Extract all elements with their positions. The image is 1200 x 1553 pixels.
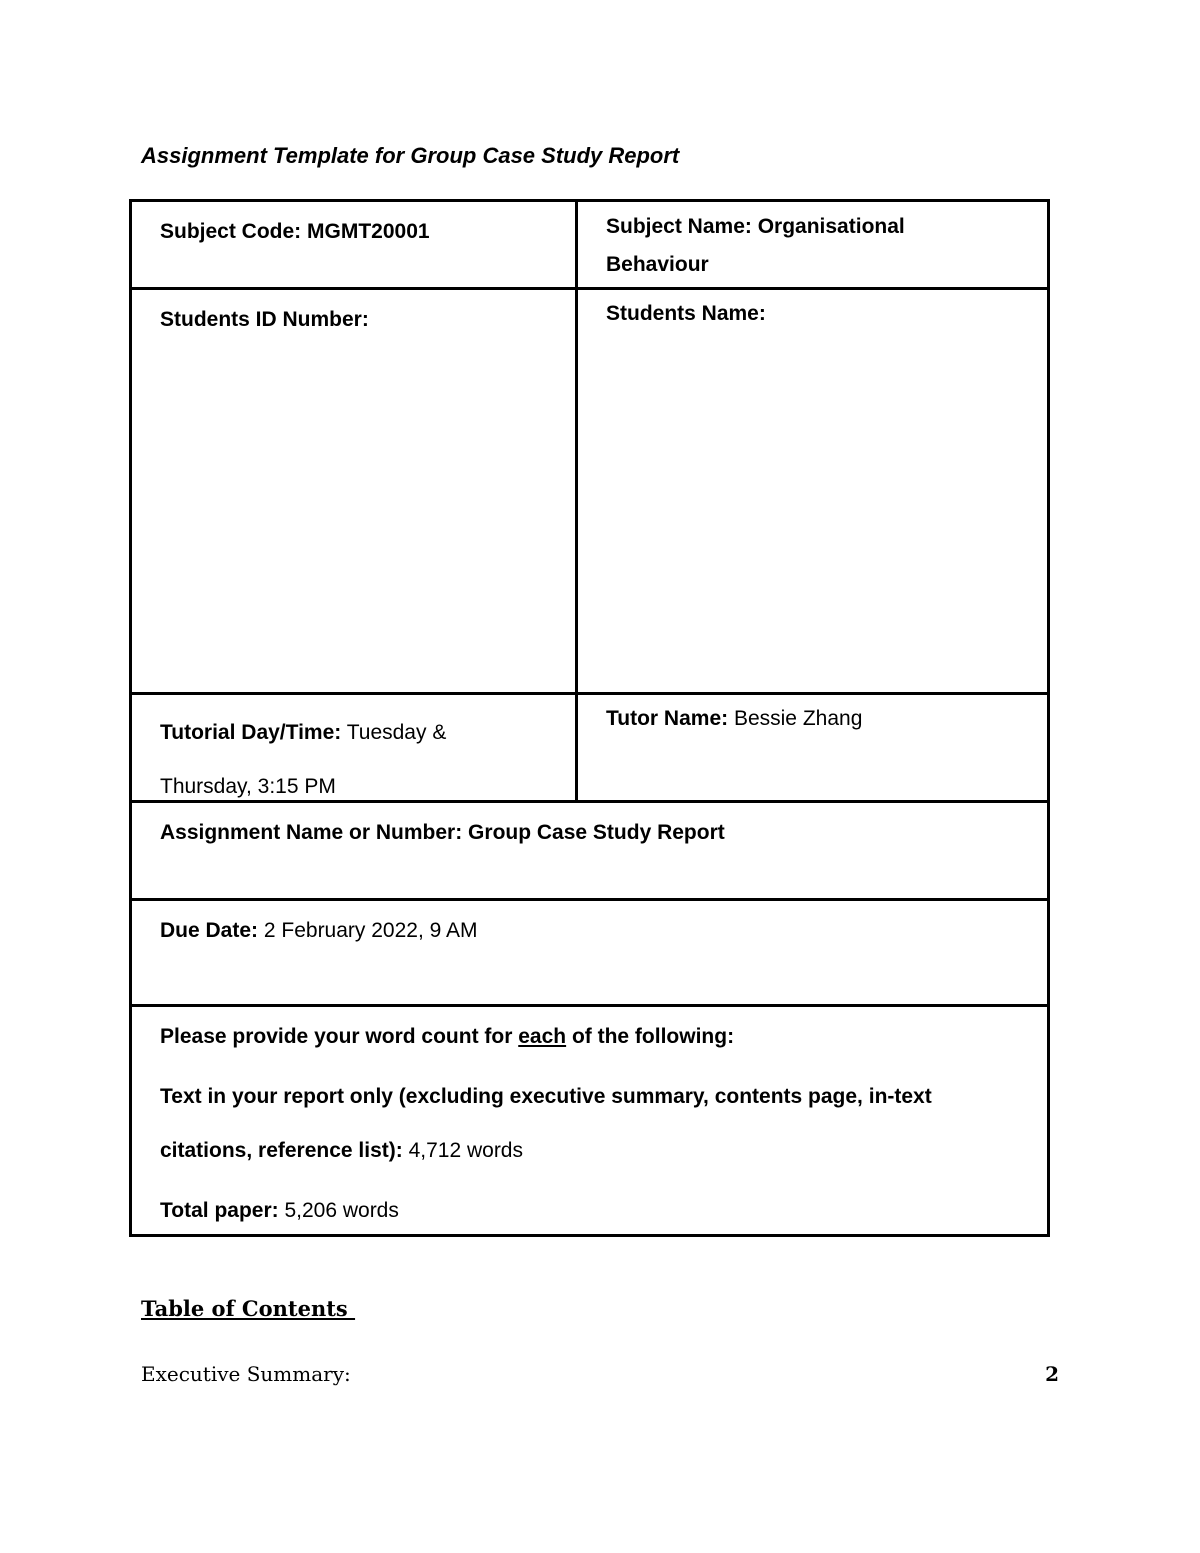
assignment-label: Assignment Name or Number: Group Case Study Report	[160, 821, 725, 844]
tutor-value: Bessie Zhang	[728, 707, 863, 730]
word-count-prompt: Please provide your word count for each of the following:	[160, 1025, 735, 1048]
subject-name-cell	[606, 208, 905, 284]
column-divider	[575, 199, 578, 290]
text-count-label: Text in your report only (excluding executive summary, contents page, in-text	[160, 1085, 932, 1108]
subject-name-label-cont: Behaviour	[606, 253, 709, 276]
column-divider	[575, 287, 578, 695]
due-date-value: 2 February 2022, 9 AM	[258, 919, 478, 942]
toc-heading: Table of Contents	[141, 1296, 356, 1321]
text-count-label-cont: citations, reference list):	[160, 1139, 403, 1162]
total-count-label: Total paper:	[160, 1199, 279, 1222]
row-divider	[129, 898, 1050, 901]
student-id-cell	[160, 301, 369, 339]
tutorial-colon: :	[334, 721, 342, 744]
tutorial-value: Tuesday &	[341, 721, 447, 744]
student-name-cell	[606, 295, 766, 333]
toc-entry-page: 2	[1045, 1362, 1059, 1386]
word-count-emphasis: each	[518, 1025, 567, 1048]
subject-code-cell	[160, 213, 430, 251]
column-divider	[575, 692, 578, 803]
total-count-value: 5,206 words	[278, 1199, 399, 1222]
tutor-cell	[606, 700, 862, 738]
toc-entry-label: Executive Summary:	[141, 1362, 351, 1386]
subject-name-label: Subject Name: Organisational	[606, 215, 905, 238]
student-id-label: Students ID Number:	[160, 308, 369, 331]
due-date-cell	[160, 912, 478, 950]
tutorial-label: Tutorial Day/Time	[160, 721, 335, 744]
word-count-cell	[160, 1018, 1040, 1230]
row-divider	[129, 1004, 1050, 1007]
tutorial-value-cont: Thursday, 3:15 PM	[160, 775, 336, 798]
student-name-label: Students Name:	[606, 302, 766, 325]
due-date-label: Due Date	[160, 919, 252, 942]
document-title: Assignment Template for Group Case Study Report	[141, 143, 680, 168]
toc-entry[interactable]	[141, 1362, 1059, 1386]
tutor-label: Tutor Name:	[606, 707, 729, 730]
due-date-colon: :	[251, 919, 259, 942]
assignment-cell	[160, 814, 725, 852]
text-count-value: 4,712 words	[402, 1139, 523, 1162]
tutorial-cell	[160, 706, 446, 814]
row-divider	[129, 287, 1050, 290]
row-divider	[129, 692, 1050, 695]
subject-code-label: Subject Code: MGMT20001	[160, 220, 430, 243]
